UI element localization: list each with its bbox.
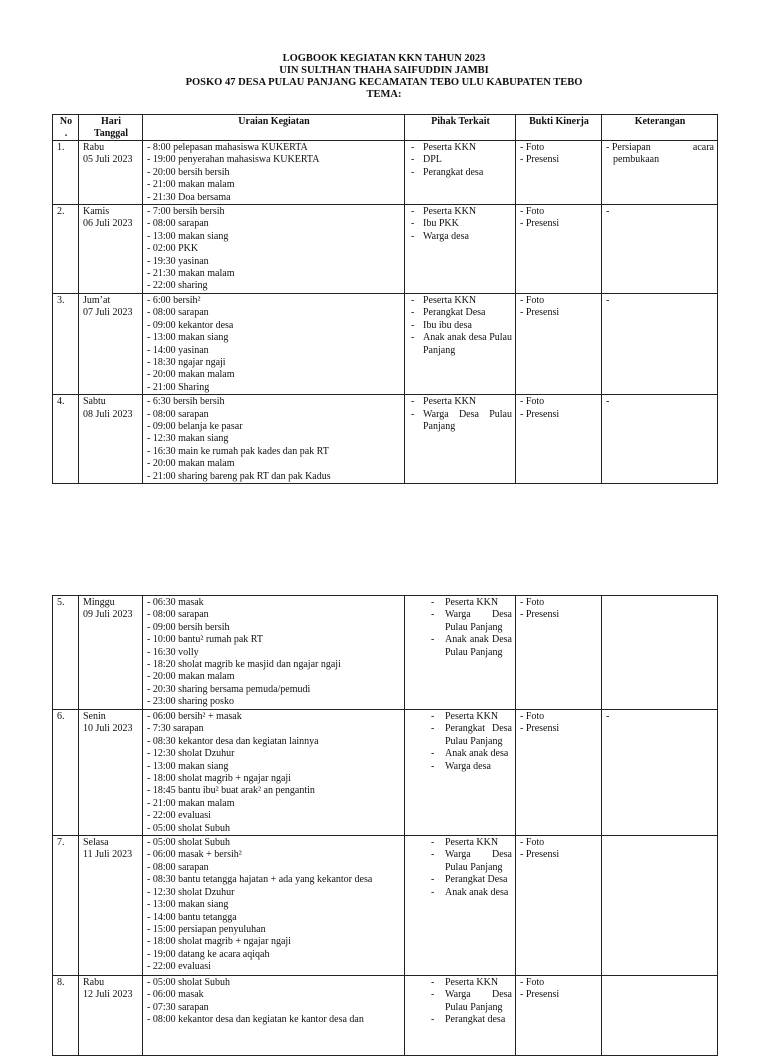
row-evidence: - Foto - Presensi: [516, 141, 602, 205]
row-parties: - Peserta KKN - DPL - Perangkat desa: [405, 141, 516, 205]
row-number: 6.: [53, 710, 79, 836]
row-activities: - 6:30 bersih bersih - 08:00 sarapan - 09:00 belanja ke pasar - 12:30 makan siang - 16:30 main ke rumah pak kades dan pak RT - 20:00 makan malam - 21:00 sharing bareng pak RT dan pak Kadus: [143, 395, 405, 484]
row-parties: - Peserta KKN - Perangkat Desa - Ibu ibu desa - Anak anak desa Pulau Panjang: [405, 293, 516, 394]
table-row: [53, 395, 718, 484]
row-number: 3.: [53, 293, 79, 394]
row-parties: - Peserta KKN - Ibu PKK - Warga desa: [405, 205, 516, 294]
row-day-date: Selasa 11 Juli 2023: [79, 836, 143, 976]
row-number: 7.: [53, 836, 79, 976]
row-evidence: - Foto - Presensi: [516, 710, 602, 836]
logbook-table-part-2: [52, 595, 718, 1056]
column-header-hari-tanggal: Hari Tanggal: [79, 115, 143, 141]
row-activities: - 06:30 masak - 08:00 sarapan - 09:00 bersih bersih - 10:00 bantu² rumah pak RT - 16:30 volly - 18:20 sholat magrib ke masjid dan ngajar ngaji - 20:00 makan malam - 20:30 sharing bersama pemuda/pemudi - 23:00 sharing posko: [143, 596, 405, 710]
table-row: [53, 976, 718, 1056]
table-row: [53, 836, 718, 976]
row-number: 1.: [53, 141, 79, 205]
row-number: 8.: [53, 976, 79, 1056]
row-activities: - 6:00 bersih² - 08:00 sarapan - 09:00 kekantor desa - 13:00 makan siang - 14:00 yasinan - 18:30 ngajar ngaji - 20:00 makan malam - 21:00 Sharing: [143, 293, 405, 394]
header-title: LOGBOOK KEGIATAN KKN TAHUN 2023: [282, 53, 486, 64]
row-parties: - Peserta KKN - Warga Desa Pulau Panjang - Perangkat Desa - Anak anak desa: [405, 836, 516, 976]
row-evidence: - Foto - Presensi: [516, 293, 602, 394]
row-day-date: Minggu 09 Juli 2023: [79, 596, 143, 710]
document-header: [52, 53, 716, 101]
row-note: [602, 976, 718, 1056]
row-activities: - 05:00 sholat Subuh - 06:00 masak - 07:30 sarapan - 08:00 kekantor desa dan kegiatan ke kantor desa dan: [143, 976, 405, 1056]
table-row: [53, 293, 718, 394]
table-row: [53, 596, 718, 710]
row-note: [602, 596, 718, 710]
row-activities: - 7:00 bersih bersih - 08:00 sarapan - 13:00 makan siang - 02:00 PKK - 19:30 yasinan - 21:30 makan malam - 22:00 sharing: [143, 205, 405, 294]
header-posko: POSKO 47 DESA PULAU PANJANG KECAMATAN TEBO ULU KABUPATEN TEBO: [185, 77, 583, 88]
row-day-date: Rabu 05 Juli 2023: [79, 141, 143, 205]
row-number: 5.: [53, 596, 79, 710]
column-header-bukti: Bukti Kinerja: [516, 115, 602, 141]
column-header-no: No .: [53, 115, 79, 141]
row-evidence: - Foto - Presensi: [516, 596, 602, 710]
row-note: - Persiapan acara pembukaan: [602, 141, 718, 205]
row-evidence: - Foto - Presensi: [516, 836, 602, 976]
row-day-date: Sabtu 08 Juli 2023: [79, 395, 143, 484]
row-day-date: Jum’at 07 Juli 2023: [79, 293, 143, 394]
row-parties: - Peserta KKN - Warga Desa Pulau Panjang: [405, 395, 516, 484]
row-parties: - Peserta KKN - Perangkat Desa Pulau Panjang - Anak anak desa - Warga desa: [405, 710, 516, 836]
row-day-date: Kamis 06 Juli 2023: [79, 205, 143, 294]
column-header-uraian: Uraian Kegiatan: [143, 115, 405, 141]
header-university: UIN SULTHAN THAHA SAIFUDDIN JAMBI: [279, 65, 489, 76]
logbook-table-part-1: [52, 114, 718, 484]
row-evidence: - Foto - Presensi: [516, 205, 602, 294]
table-row: [53, 205, 718, 294]
row-note: [602, 836, 718, 976]
table-header-row: [53, 115, 718, 141]
row-note: -: [602, 205, 718, 294]
row-note: -: [602, 710, 718, 836]
row-evidence: - Foto - Presensi: [516, 976, 602, 1056]
row-evidence: - Foto - Presensi: [516, 395, 602, 484]
table-row: [53, 710, 718, 836]
header-tema: TEMA:: [366, 89, 402, 100]
table-row: [53, 141, 718, 205]
column-header-keterangan: Keterangan: [602, 115, 718, 141]
row-parties: - Peserta KKN - Warga Desa Pulau Panjang - Perangkat desa: [405, 976, 516, 1056]
row-activities: - 8:00 pelepasan mahasiswa KUKERTA - 19:00 penyerahan mahasiswa KUKERTA - 20:00 bersih bersih - 21:00 makan malam - 21:30 Doa bersama: [143, 141, 405, 205]
column-header-pihak: Pihak Terkait: [405, 115, 516, 141]
row-parties: - Peserta KKN - Warga Desa Pulau Panjang - Anak anak Desa Pulau Panjang: [405, 596, 516, 710]
row-number: 2.: [53, 205, 79, 294]
row-note: -: [602, 395, 718, 484]
row-activities: - 05:00 sholat Subuh - 06:00 masak + bersih² - 08:00 sarapan - 08:30 bantu tetangga hajatan + ada yang kekantor desa - 12:30 sholat Dzuhur - 13:00 makan siang - 14:00 bantu tetangga - 15:00 persiapan penyuluhan - 18:00 sholat magrib + ngajar ngaji - 19:00 datang ke acara aqiqah - 22:00 evaluasi: [143, 836, 405, 976]
row-day-date: Senin 10 Juli 2023: [79, 710, 143, 836]
row-activities: - 06:00 bersih² + masak - 7:30 sarapan - 08:30 kekantor desa dan kegiatan lainnya - 12:30 sholat Dzuhur - 13:00 makan siang - 18:00 sholat magrib + ngajar ngaji - 18:45 bantu ibu² buat arak² an pengantin - 21:00 makan malam - 22:00 evaluasi - 05:00 sholat Subuh: [143, 710, 405, 836]
row-number: 4.: [53, 395, 79, 484]
row-note: -: [602, 293, 718, 394]
row-day-date: Rabu 12 Juli 2023: [79, 976, 143, 1056]
